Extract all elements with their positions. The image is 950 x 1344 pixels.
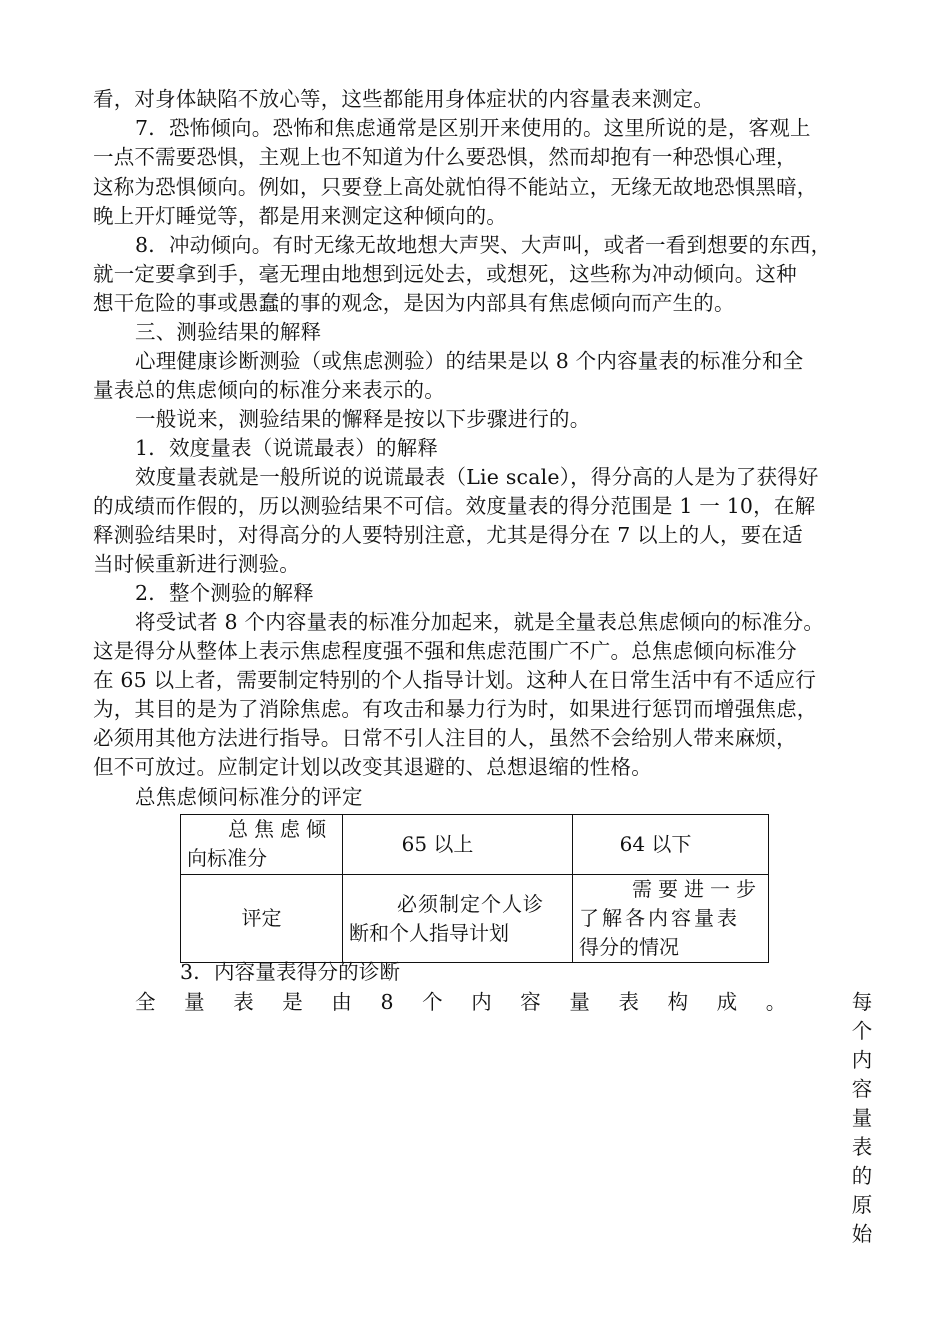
paragraph-line: 一般说来，测验结果的懈释是按以下步骤进行的。 [135, 407, 591, 431]
paragraph-line: 量表总的焦虑倾向的标准分来表示的。 [93, 378, 445, 402]
paragraph-line: 效度量表就是一般所说的说谎最表（Lie scale），得分高的人是为了获得好 [135, 465, 819, 489]
header-label-line1: 总焦虑倾 [228, 817, 332, 841]
paragraph-line: 这是得分从整体上表示焦虑程度强不强和焦虑范围广不广。总焦虑倾向标准分 [93, 639, 797, 663]
char: 每 [851, 990, 873, 1014]
paragraph-line: 当时候重新进行测验。 [93, 552, 300, 576]
row-label: 评定 [241, 906, 282, 930]
subsection-heading: 2．整个测验的解释 [135, 581, 314, 605]
char: 由 [331, 990, 352, 1014]
char: 表 [233, 990, 254, 1014]
table-caption: 总焦虑倾问标准分的评定 [135, 785, 363, 809]
char: 8 [380, 990, 394, 1014]
table-cell-high-assessment [343, 875, 573, 963]
char: 个 [422, 990, 443, 1014]
char: 。 [765, 990, 787, 1014]
paragraph-line: 想干危险的事或愚蠢的事的观念，是因为内部具有焦虑倾向而产生的。 [93, 291, 735, 315]
paragraph-line: 为，其目的是为了消除焦虑。有攻击和暴力行为时，如果进行惩罚而增强焦虑， [93, 697, 818, 721]
char: 始 [851, 1222, 873, 1246]
subsection-heading: 1．效度量表（说谎最表）的解释 [135, 436, 439, 460]
vertical-text-column [850, 988, 874, 1249]
table-cell-high-range [343, 815, 573, 875]
char: 内 [471, 990, 492, 1014]
paragraph-line: 8．冲动倾向。有时无缘无故地想大声哭、大声叫，或者一看到想要的东西， [135, 233, 832, 257]
low-assessment-line2: 了解各内容量表 [579, 906, 740, 930]
paragraph-line: 的成绩而作假的，历以测验结果不可信。效度量表的得分范围是 1 一 10，在解 [93, 494, 816, 518]
low-assessment-line3: 得分的情况 [579, 935, 679, 959]
anxiety-score-table [180, 814, 769, 963]
char: 表 [851, 1135, 873, 1159]
subsection-heading: 3．内容量表得分的诊断 [180, 960, 401, 984]
high-assessment-line1: 必须制定个人诊 [397, 891, 544, 916]
char: 表 [618, 990, 639, 1014]
char: 成 [716, 990, 738, 1014]
spaced-text-line [135, 988, 855, 1017]
table-row [181, 815, 769, 875]
char: 全 [135, 990, 156, 1014]
paragraph-line: 在 65 以上者，需要制定特别的个人指导计划。这种人在日常生活中有不适应行 [93, 668, 817, 692]
paragraph-line: 这称为恐惧倾向。例如，只要登上高处就怕得不能站立，无缘无故地恐惧黑暗， [93, 175, 818, 199]
char: 内 [851, 1048, 873, 1072]
low-assessment-line1: 需要进一步 [632, 877, 762, 901]
char: 量 [184, 990, 205, 1014]
char: 的 [851, 1164, 873, 1188]
paragraph-line: 一点不需要恐惧，主观上也不知道为什么要恐惧，然而却抱有一种恐惧心理， [93, 145, 797, 169]
high-assessment-line2: 断和个人指导计划 [349, 920, 509, 945]
range-low-label: 64 以下 [619, 832, 692, 856]
range-high-label: 65 以上 [401, 832, 474, 856]
char: 容 [851, 1077, 873, 1101]
section-heading: 三、测验结果的解释 [135, 320, 322, 344]
paragraph-line: 必须用其他方法进行指导。日常不引人注目的人，虽然不会给别人带来麻烦， [93, 726, 797, 750]
header-label-line2: 向标准分 [187, 846, 267, 870]
paragraph-line: 晚上开灯睡觉等，都是用来测定这种倾向的。 [93, 204, 507, 228]
paragraph-line: 7．恐怖倾向。恐怖和焦虑通常是区别开来使用的。这里所说的是，客观上 [135, 116, 811, 140]
char: 个 [851, 1019, 873, 1043]
table-row-label-cell [181, 875, 343, 963]
paragraph-line: 就一定要拿到手，毫无理由地想到远处去，或想死，这些称为冲动倾向。这种 [93, 262, 797, 286]
paragraph-line: 释测验结果时，对得高分的人要特别注意，尤其是得分在 7 以上的人，要在适 [93, 523, 803, 547]
char: 原 [851, 1193, 873, 1217]
char: 构 [667, 990, 689, 1014]
paragraph-line: 心理健康诊断测验（或焦虑测验）的结果是以 8 个内容量表的标准分和全 [135, 349, 804, 373]
char: 容 [520, 990, 541, 1014]
char: 量 [851, 1106, 873, 1130]
table-cell-low-assessment [573, 875, 769, 963]
char: 量 [569, 990, 590, 1014]
table-row [181, 875, 769, 963]
paragraph-line: 但不可放过。应制定计划以改变其退避的、总想退缩的性格。 [93, 755, 652, 779]
char: 是 [282, 990, 303, 1014]
table-header-cell [181, 815, 343, 875]
paragraph-line: 看，对身体缺陷不放心等，这些都能用身体症状的内容量表来测定。 [93, 87, 714, 111]
table-cell-low-range [573, 815, 769, 875]
paragraph-line: 将受试者 8 个内容量表的标准分加起来，就是全量表总焦虑倾向的标准分。 [135, 610, 825, 634]
